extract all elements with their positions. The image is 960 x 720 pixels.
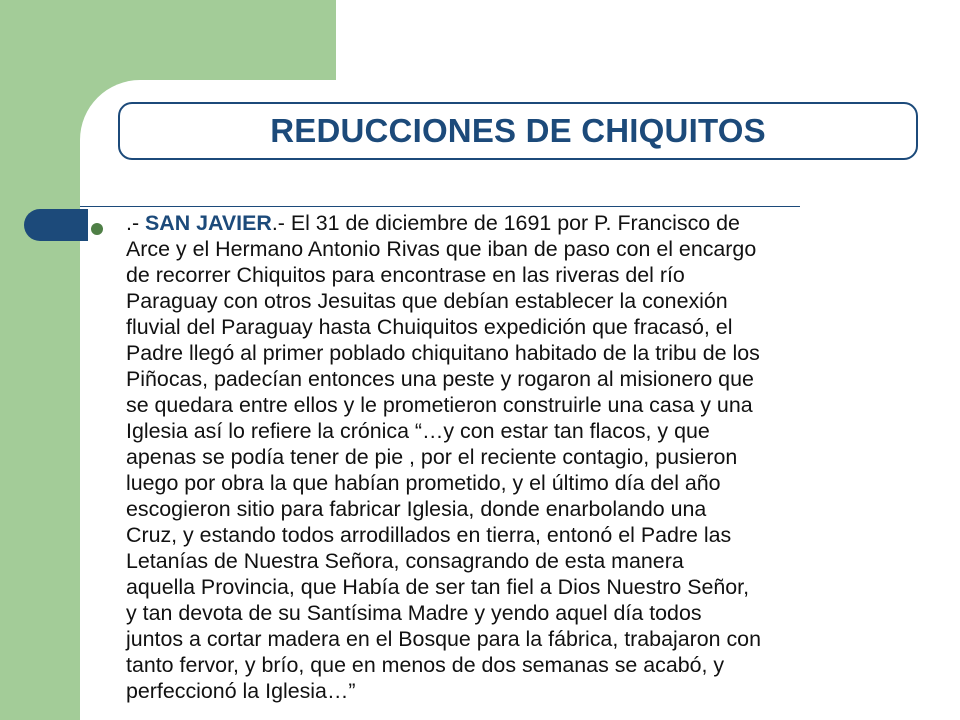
body-line: y tan devota de su Santísima Madre y yendo aquel día todos (126, 601, 702, 625)
body-line-first (126, 210, 926, 236)
body-line: escogieron sitio para fabricar Iglesia, donde enarbolando una (126, 497, 707, 521)
title-box (118, 102, 918, 160)
body-line: .- El 31 de diciembre de 1691 por P. Francisco de (271, 211, 740, 235)
body-line: luego por obra la que habían prometido, y el último día del año (126, 471, 721, 495)
body-line: Cruz, y estando todos arrodillados en tierra, entonó el Padre las (126, 523, 732, 547)
body-line: Piñocas, padecían entonces una peste y rogaron al misionero que (126, 367, 754, 391)
body-line: tanto fervor, y brío, que en menos de dos semanas se acabó, y (126, 653, 725, 677)
body-line: Paraguay con otros Jesuitas que debían establecer la conexión (126, 289, 728, 313)
body-paragraph (126, 210, 926, 704)
body-line: perfeccionó la Iglesia…” (126, 679, 356, 703)
divider-line (80, 206, 800, 207)
body-line: fluvial del Paraguay hasta Chuiquitos expedición que fracasó, el (126, 315, 733, 339)
body-line: se quedara entre ellos y le prometieron construirle una casa y una (126, 393, 753, 417)
bullet-icon (91, 223, 103, 235)
slide-title: REDUCCIONES DE CHIQUITOS (270, 112, 766, 149)
accent-pill (24, 209, 88, 241)
paragraph-prefix: .- (126, 211, 146, 235)
body-line: Arce y el Hermano Antonio Rivas que iban de paso con el encargo (126, 237, 757, 261)
body-line: apenas se podía tener de pie , por el reciente contagio, pusieron (126, 445, 738, 469)
body-line: de recorrer Chiquitos para encontrase en las riveras del río (126, 263, 685, 287)
body-line: juntos a cortar madera en el Bosque para la fábrica, trabajaron con (126, 627, 761, 651)
body-line: Letanías de Nuestra Señora, consagrando de esta manera (126, 549, 684, 573)
body-line: Iglesia así lo refiere la crónica “…y con estar tan flacos, y que (126, 419, 710, 443)
paragraph-heading: SAN JAVIER (145, 211, 272, 235)
body-line: Padre llegó al primer poblado chiquitano habitado de la tribu de los (126, 341, 760, 365)
body-line: aquella Provincia, que Había de ser tan fiel a Dios Nuestro Señor, (126, 575, 750, 599)
